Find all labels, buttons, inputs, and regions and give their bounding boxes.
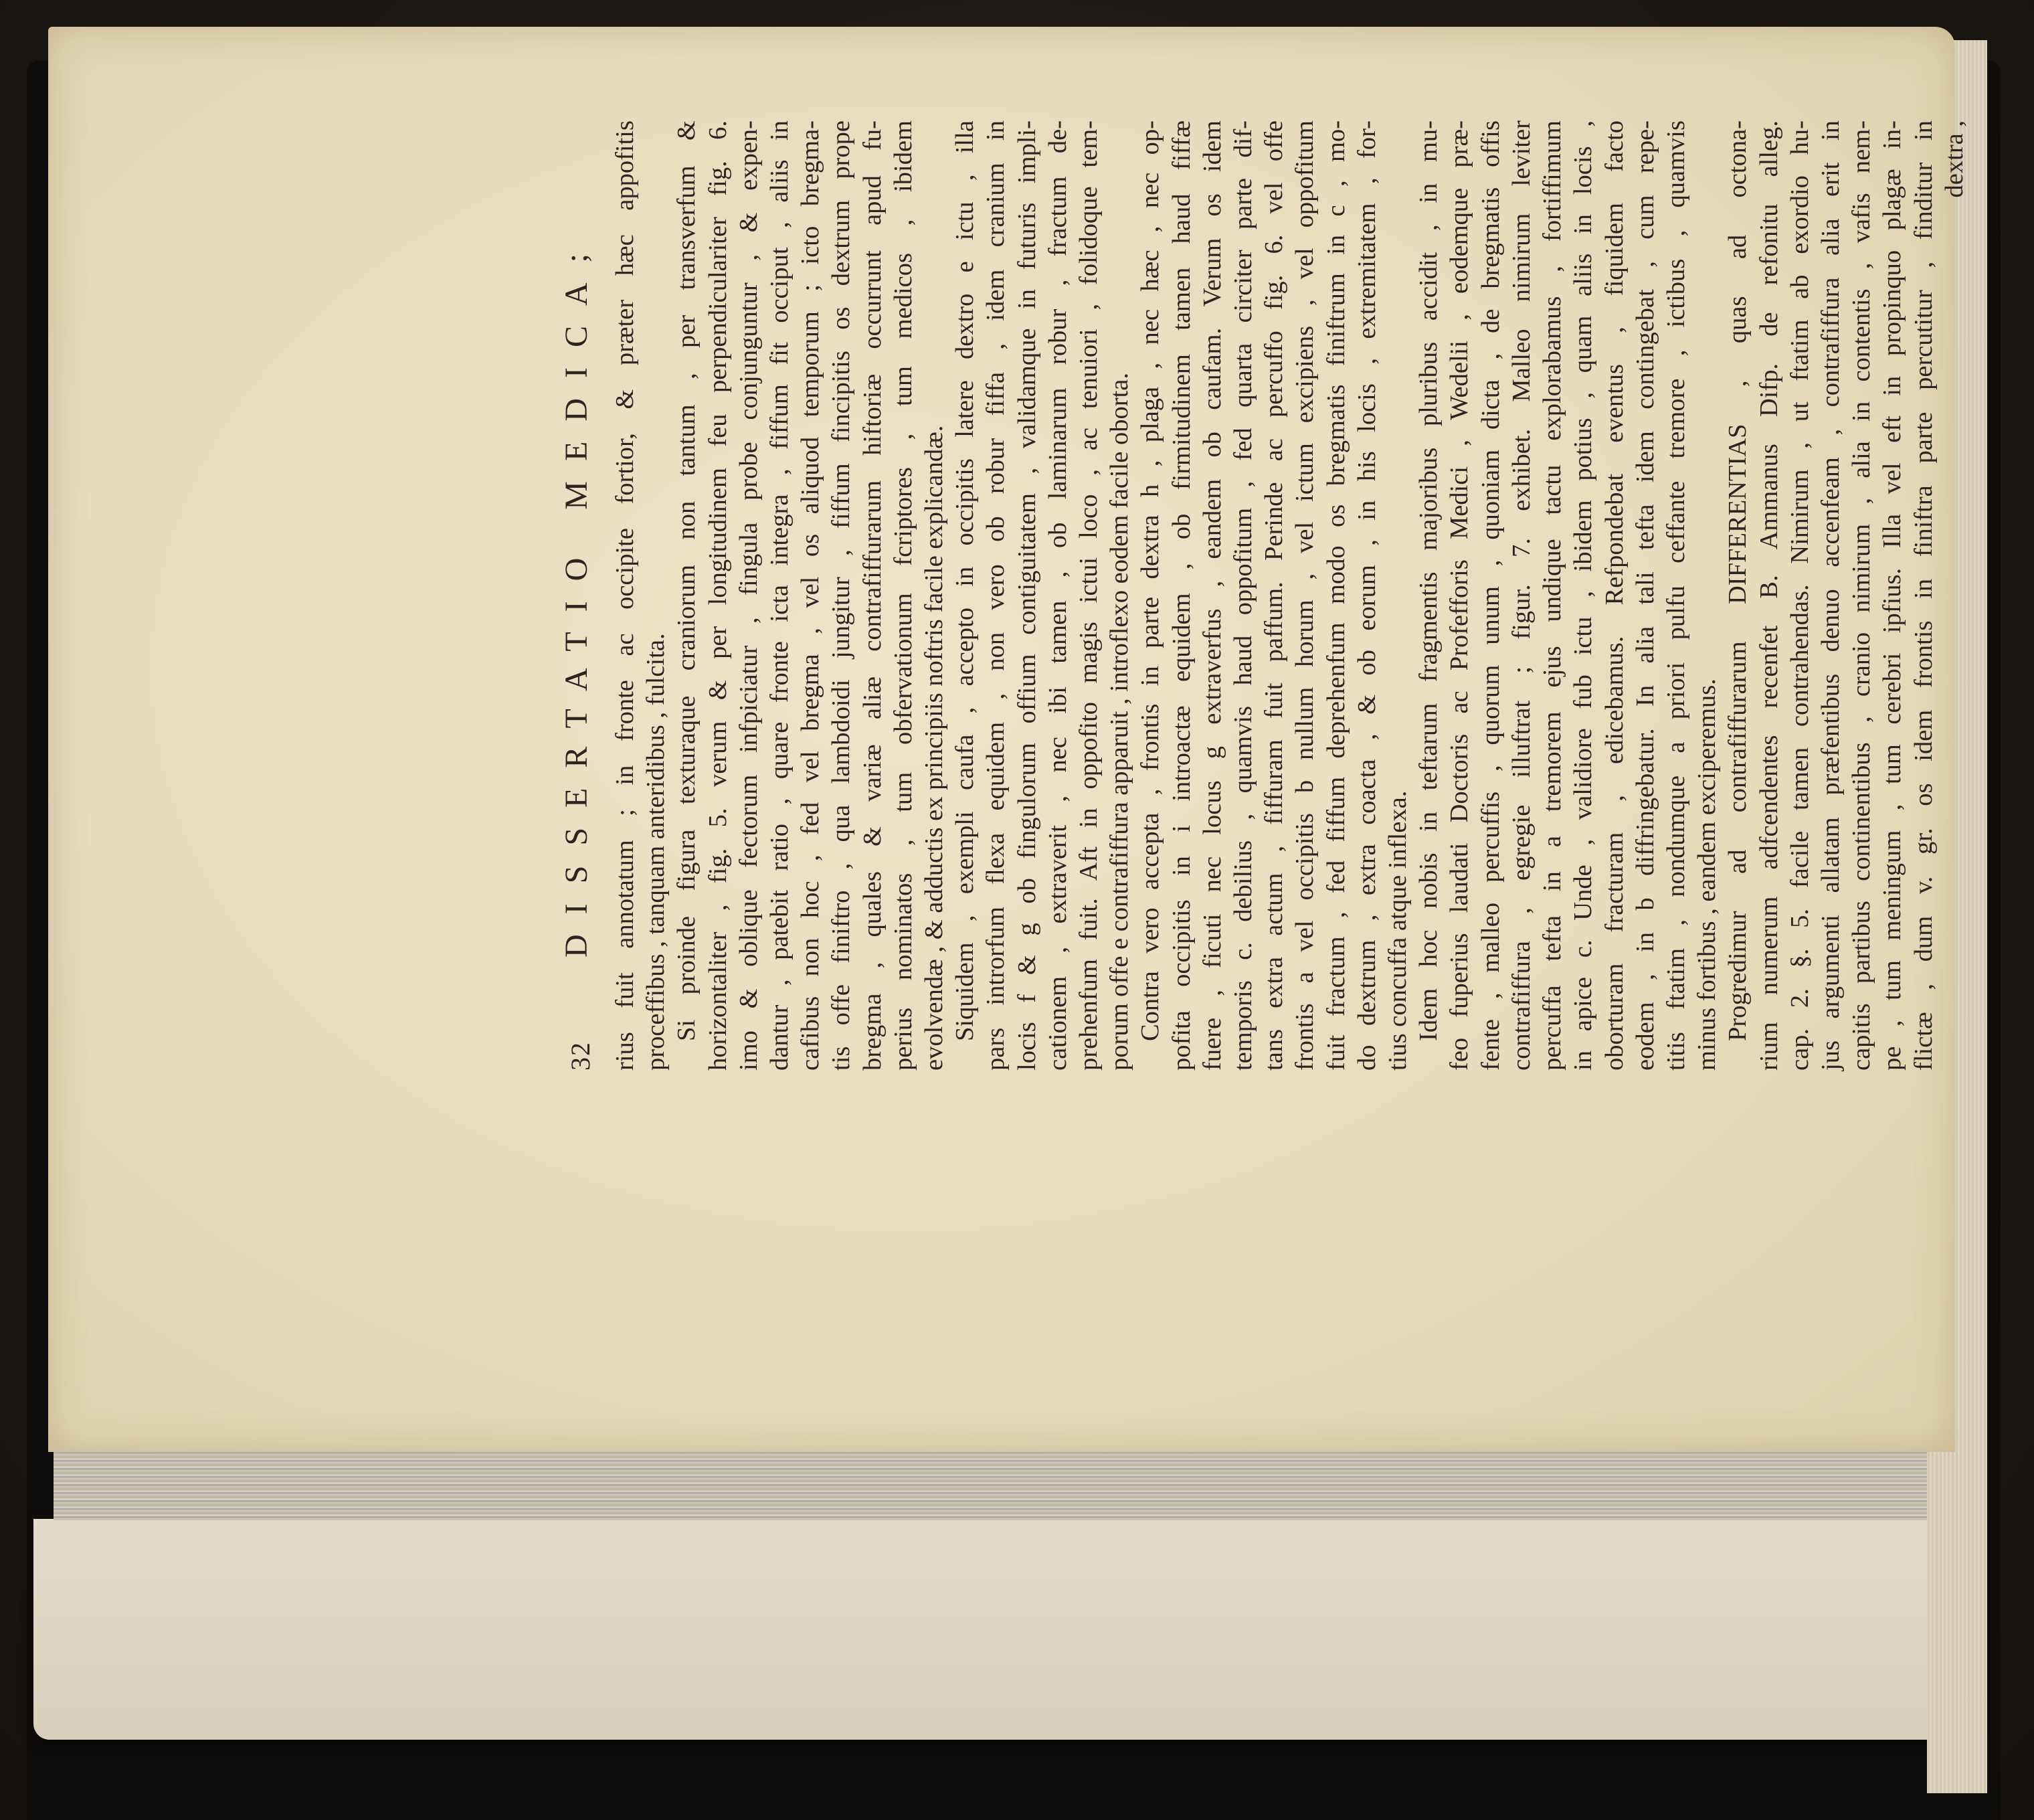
text-line: imo & oblique fectorum infpiciatur , fingula probe conjunguntur , & expen- <box>734 120 763 1071</box>
text-line: dantur , patebit ratio , quare fronte icta integra , fiffum fit occiput , aliis in <box>765 120 794 1071</box>
text-line: do dextrum , extra coacta , & ob eorum , in his locis , extremitatem , for- <box>1352 120 1381 1071</box>
text-line: fuit fractum , fed fiffum deprehenfum modo os bregmatis finiftrum in c , mo- <box>1321 120 1350 1071</box>
text-line: flictæ , dum v. gr. os idem frontis in finiftra parte percutitur , finditur in <box>1909 120 1938 1071</box>
text-line: minus fortibus , eandem exciperemus. <box>1693 678 1722 1071</box>
text-line: locis f & g ob fingulorum offium contiguitatem , validamque in futuris impli- <box>1012 120 1041 1071</box>
text-line: in apice c. Unde , validiore fub ictu , ibidem potius , quam aliis in locis , <box>1569 120 1598 1071</box>
text-line: jus argumenti allatam præfentibus denuo accenfeam , contrafiffura alia erit in <box>1816 120 1845 1071</box>
text-line: pe , tum meningum , tum cerebri ipfius. Illa vel eft in propinquo plagæ in- <box>1878 120 1907 1071</box>
text-line: feo fuperius laudati Doctoris ac Profefforis Medici , Wedelii , eodemque præ- <box>1445 120 1474 1071</box>
text-line: porum offe e contrafiffura apparuit , introflexo eodem facile oborta. <box>1105 373 1134 1071</box>
text-line: rius fuit annotatum ; in fronte ac occipite fortior, & præter hæc appofitis <box>611 120 639 1071</box>
text-line: percuffa tefta in a tremorem ejus undique tactu explorabamus , fortiffimum <box>1538 120 1567 1071</box>
text-line: Siquidem , exempli caufa , accepto in occipitis latere dextro e ictu , illa <box>951 120 980 1041</box>
catchword: dextra , <box>1940 120 1968 198</box>
paper-page <box>48 27 1968 1452</box>
text-line: fente , malleo percuffis , quorum unum , quoniam dicta , de bregmatis offis <box>1476 120 1505 1071</box>
text-line: prehenfum fuit. Aft in oppofito magis ictui loco , ac tenuiori , folidoque tem- <box>1075 120 1103 1071</box>
text-line: frontis a vel occipitis b nullum horum , vel ictum excipiens , vel oppofitum <box>1291 120 1319 1071</box>
text-line: tis offe finiftro , qua lambdoidi jungitur , fiffum fincipitis os dextrum prope <box>827 120 856 1071</box>
text-line: titis ftatim , nondumque a priori pulfu ceffante tremore , ictibus , quamvis <box>1661 120 1690 1071</box>
text-line: Si proinde figura texturaque craniorum non tantum , per transverfum & <box>672 120 701 1041</box>
page-edges <box>54 1445 1967 1520</box>
running-title: DISSERTATIO MEDICA; <box>559 234 594 958</box>
text-line: tans extra actum , fiffuram fuit paffum. Perinde ac percuffo fig. 6. vel offe <box>1260 120 1289 1071</box>
text-line: contrafiffura , egregie illuftrat ; figur. 7. exhibet. Malleo nimirum leviter <box>1507 120 1536 1071</box>
text-line: oborturam fracturam , edicebamus. Refpondebat eventus , fiquidem facto <box>1600 120 1629 1071</box>
text-line: eodem , in b diffringebatur. In alia tali tefta idem contingebat , cum repe- <box>1631 120 1659 1071</box>
text-line: proceffibus , tanquam anteridibus , fulcita. <box>642 633 670 1071</box>
page-header <box>561 120 604 1071</box>
text-line: Contra vero accepta , frontis in parte dextra h , plaga , nec hæc , nec op- <box>1136 120 1165 1041</box>
text-line: temporis c. debilius , quamvis haud oppofitum , fed quarta circiter parte dif- <box>1229 120 1258 1071</box>
text-line: Progredimur ad contrafiffurarum DIFFERENTIAS , quas ad octona- <box>1724 120 1752 1041</box>
text-line: bregma , quales & variæ aliæ contrafiffurarum hiftoriæ occurrunt apud fu- <box>858 120 887 1071</box>
text-line: capitis partibus continentibus , cranio nimirum , alia in contentis , vafis nem- <box>1847 120 1876 1071</box>
text-block <box>561 120 2034 1071</box>
lower-leaf <box>33 1519 1974 1740</box>
text-line: horizontaliter , fig. 5. verum & per longitudinem feu perpendiculariter fig. 6. <box>703 120 732 1071</box>
text-line: fuere , ficuti nec locus g extraverfus , eandem ob caufam. Verum os idem <box>1198 120 1226 1071</box>
text-line: perius nominatos , tum obfervationum fcriptores , tum medicos , ibidem <box>889 120 917 1071</box>
body-text <box>610 120 1939 1071</box>
text-line: rium numerum adfcendentes recenfet B. Ammanus Difp. de refonitu alleg. <box>1754 120 1783 1071</box>
text-line: cationem , extraverit , nec ibi tamen , ob laminarum robur , fractum de- <box>1043 120 1072 1071</box>
text-line: evolvendæ , & adductis ex principiis noftris facile explicandæ. <box>920 425 949 1071</box>
text-line: cafibus non hoc , fed vel bregma , vel os aliquod temporum ; icto bregma- <box>796 120 825 1071</box>
text-line: pars introrfum flexa equidem , non vero ob robur fiffa , idem cranium in <box>982 120 1010 1071</box>
text-line: Idem hoc nobis in teftarum fragmentis majoribus pluribus accidit , in mu- <box>1414 120 1443 1041</box>
text-line: pofita occipitis in i introactæ equidem , ob firmitudinem tamen haud fiffæ <box>1167 120 1196 1071</box>
text-line: tius concuffa atque inflexa. <box>1384 790 1412 1071</box>
page-number: 32 <box>565 1041 595 1071</box>
text-line: cap. 2. §. 5. facile tamen contrahendas. Nimirum , ut ftatim ab exordio hu- <box>1785 120 1814 1071</box>
